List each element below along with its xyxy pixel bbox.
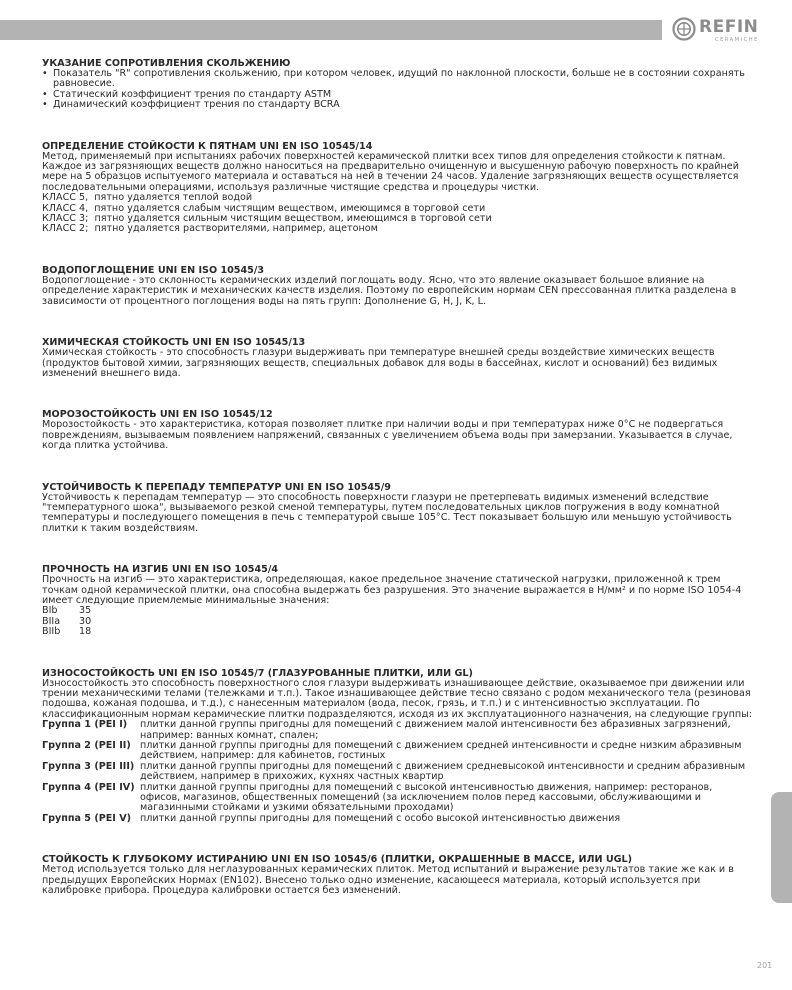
group-code: BIIa [42,615,61,627]
list-item: • Статический коэффициент трения по стандарту ASTM [42,88,332,100]
section-water-absorption [42,265,754,307]
pei-group-label: Группа 2 (PEI II) [42,740,131,752]
stain-class-list [42,193,754,235]
section-thermal-shock [42,482,754,535]
header-bar [0,20,662,40]
pei-group-desc: плитки данной группы пригодны для помещений с движением средней интенсивности и средне низким абразивным действием, например: для кабинетов, гостиных [140,740,742,762]
group-value: 18 [79,626,92,638]
section-chemical-resistance [42,337,754,379]
section-title: ПРОЧНОСТЬ НА ИЗГИБ UNI EN ISO 10545/4 [42,564,279,576]
group-value: 30 [79,615,92,627]
strength-values [42,606,754,637]
bullet-list [42,69,754,111]
value-row [42,627,754,637]
pei-group-desc: плитки данной группы пригодны для помещений с высокой интенсивностью движения, например: ресторанов, офисов, магазинов, общественных помещений (за исключением полов перед кассовыми, обслуживающими и магазинными стойками и узкими обязательными проходами) [140,781,713,814]
group-code: BIb [42,605,58,617]
pei-group-label: Группа 5 (PEI V) [42,812,132,824]
pei-group-list [42,720,754,824]
brand-name: REFIN [699,17,759,37]
section-title: ХИМИЧЕСКАЯ СТОЙКОСТЬ UNI EN ISO 10545/13 [42,337,306,349]
pei-group-desc: плитки данной группы пригодны для помещений с движением средневысокой интенсивности и средним абразивным действием, например в прихожих, кухнях частных квартир [140,760,746,783]
pei-group-row [42,814,754,824]
refin-logo-mark-icon [672,17,696,41]
side-tab [771,792,792,903]
pei-group-row [42,783,754,814]
section-text: Прочность на изгиб — это характеристика, определяющая, какое предельное значение статической нагрузки, приложенной к трем точкам одной керамической плитки, она способна выдержать без разрушения. Это значение выражается в Н/мм² и по норме ISO 1054-4 имеет следующие приемлемые минимальные значения: [42,574,742,606]
section-frost-resistance [42,409,754,451]
section-text: Метод используется только для неглазурованных керамических плиток. Метод испытаний и выражение результатов такие же как и в предыдущих Европейских Нормах (EN102). Внесено только одно изменение, касающееся материала, который используется при калибровке прибора. Процедура калибровки остается без изменений. [42,864,734,897]
refin-logo [672,14,784,48]
section-bending-strength [42,564,754,637]
section-title: СТОЙКОСТЬ К ГЛУБОКОМУ ИСТИРАНИЮ UNI EN ISO 10545/6 (ПЛИТКИ, ОКРАШЕННЫЕ В МАССЕ, ИЛИ UGL) [42,854,633,866]
stain-class-line: КЛАСС 3; пятно удаляется сильным чистящим веществом, имеющимся в торговой сети [42,213,492,225]
document-body [42,56,754,897]
section-deep-abrasion [42,854,754,896]
pei-group-desc: плитки данной группы пригодны для помещений с движением малой интенсивности без абразивных загрязнений, например: ванных комнат, спален; [140,719,731,741]
group-code: BIIb [42,626,61,638]
section-text: Морозостойкость - это характеристика, которая позволяет плитке при наличии воды и при температурах ниже 0°С не подвергаться повреждениям, вызываемым появлением напряжений, связанных с увеличением объема воды при замерзании. Указывается в случае, когда плитка устойчива. [42,419,733,452]
section-slip-resistance [42,58,754,111]
pei-group-row [42,762,754,783]
page-number: 201 [757,961,773,970]
stain-class-line: КЛАСС 4, пятно удаляется слабым чистящим веществом, имеющимся в торговой сети [42,202,486,214]
section-text: Износостойкость это способность поверхностного слоя глазури выдерживать изнашивающее действие, оказываемое при движении или трении механическими телами (тележками и т.п.). Такое изнашивающее действие тесно связано с родом механического тела (резиновая подошва, кожаная подошва, и т.д.), с нанесенным материалом (вода, песок, грязь, и т.п.) и с интенсивностью эксплуатации. По классификационным нормам керамические плитки подразделяются, исходя из их эксплуатационного назначения, на следующие группы: [42,677,753,720]
section-title: ВОДОПОГЛОЩЕНИЕ UNI EN ISO 10545/3 [42,264,264,276]
list-item-text: Статический коэффициент трения по стандарту ASTM [53,88,332,100]
list-item: • Динамический коэффициент трения по стандарту BCRA [42,99,340,111]
pei-group-row [42,720,754,741]
section-title: УКАЗАНИЕ СОПРОТИВЛЕНИЯ СКОЛЬЖЕНИЮ [42,58,291,69]
pei-group-row [42,741,754,762]
section-text: Устойчивость к перепадам температур — это способность поверхности глазури не претерпевать видимых изменений вследствие "температурного шока", вызываемого резкой сменой температуры, путем последовательных циклов погружения в воду комнатной температуры и последующего помещения в печь с температурой свыше 105°С. Тест показывает большую или меньшую устойчивость плитки к таким воздействиям. [42,491,732,534]
list-item-text: Показатель "R" сопротивления скольжению, при котором человек, идущий по наклонной плоскости, больше не в состоянии сохранять равновесие. [53,68,745,90]
section-wear-resistance [42,668,754,825]
value-row [42,606,754,616]
stain-class-line: КЛАСС 5, пятно удаляется теплой водой [42,192,253,204]
section-title: ОПРЕДЕЛЕНИЕ СТОЙКОСТИ К ПЯТНАМ UNI EN ISO 10545/14 [42,140,373,152]
pei-group-label: Группа 4 (PEI IV) [42,781,135,793]
pei-group-desc: плитки данной группы пригодны для помещений с особо высокой интенсивностью движения [140,812,621,824]
section-text: Водопоглощение - это склонность керамических изделий поглощать воду. Ясно, что это явление оказывает большое влияние на определение характеристик и механических качеств изделия. Поэтому по европейским нормам CEN прессованная плитка разделена в зависимости от процентного поглощения воды на пять групп: Дополнение G, H, J, K, L. [42,274,737,307]
list-item-text: Динамический коэффициент трения по стандарту BCRA [53,99,340,111]
stain-class-line: КЛАСС 2; пятно удаляется растворителями, например, ацетоном [42,223,378,235]
section-title: УСТОЙЧИВОСТЬ К ПЕРЕПАДУ ТЕМПЕРАТУР UNI EN ISO 10545/9 [42,481,391,493]
section-stain-resistance [42,141,754,235]
group-value: 35 [79,605,92,617]
section-text: Химическая стойкость - это способность глазури выдерживать при температуре внешней среды воздействие химических веществ (продуктов бытовой химии, загрязняющих веществ, специальных добавок для воды в бассейнах, кислот и оснований) без видимых изменений внешнего вида. [42,347,718,379]
brand-subtitle: CERAMICHE [715,37,759,43]
pei-group-label: Группа 3 (PEI III) [42,760,135,772]
section-title: ИЗНОСОСТОЙКОСТЬ UNI EN ISO 10545/7 (ГЛАЗУРОВАННЫЕ ПЛИТКИ, ИЛИ GL) [42,667,473,679]
section-text: Метод, применяемый при испытаниях рабочих поверхностей керамической плитки всех типов для определения стойкости к пятнам. Каждое из загрязняющих веществ должно наноситься на предварительно очищенную и высушенную рабочую поверхность по крайней мере на 5 образцов испытуемого материала и оставаться на ней в течении 24 часов. Удаление загрязняющих веществ осуществляется последовательными операциями, используя различные чистящие средства и процедуры чистки. [42,150,739,193]
pei-group-label: Группа 1 (PEI I) [42,719,128,731]
list-item: • Показатель "R" сопротивления скольжению, при котором человек, идущий по наклонной плоскости, больше не в состоянии сохранять равновесие. [42,68,745,90]
value-row [42,617,754,627]
section-title: МОРОЗОСТОЙКОСТЬ UNI EN ISO 10545/12 [42,409,273,421]
